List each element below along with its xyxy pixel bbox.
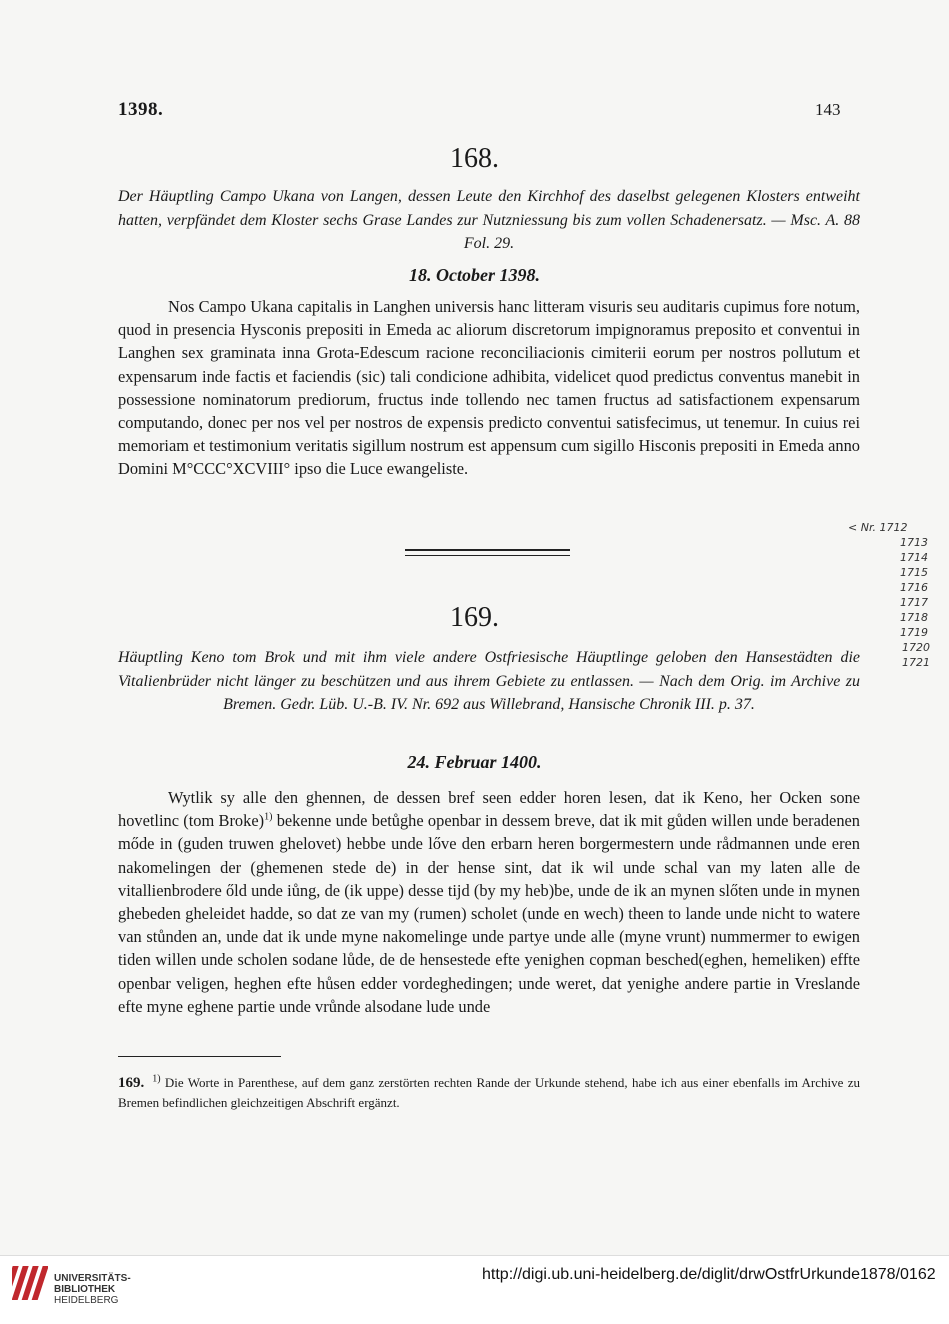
library-name-line: HEIDELBERG [54, 1295, 119, 1306]
library-name-line: UNIVERSITÄTS- [54, 1273, 131, 1284]
body-paragraph [118, 786, 860, 1018]
body-text-part: bekenne unde betůghe openbar in dessem breve, dat ik mit gůden willen unde beradenen mőde in (guden truwen ghelovet) hebbe unde lőve den erbarn heren borgermestern unde rådmannen unde eren nakomelingen der (ghemenen stede de) in der hense sint, dat ik wil unde schal van my laten alle de vitallienbrodere őld unde iůng, de (ik uppe) desse tijd (by my heb)be, unde de ik an mynen slőten unde in mynen ghebeden gheleidet hadde, so dat ze van my (rumen) scholet (unde en wech) theen to lande unde nicht to watere van stůnden an, unde dat ik unde myne nakomelinge unde partye unde alle (myne vrunt) nummermer to ewigen tiden willen unde scholen sodane lůde, de de hensestede efte yenighen copman besched(eghen, hemeliken) effte openbar veligen, heghen efte hůsen edder vordeghedingen; unde weret, dat yenighe andere partie in Vreslande efte myne eghene partie unde vrůnde alsodane lude unde [118, 811, 860, 1016]
footnote-reference[interactable]: 1) [264, 811, 273, 823]
margin-note: 1714 [900, 551, 928, 564]
footnote-mark: 1) [152, 1073, 161, 1085]
document-date-168: 18. October 1398. [409, 265, 540, 285]
document-text-169 [118, 786, 860, 1018]
body-text-part: Wytlik sy alle den ghennen, de dessen bref seen edder horen lesen, dat ik Keno, her Ocken sone hovetlinc (tom Broke) [118, 788, 860, 831]
margin-note: 1719 [900, 626, 928, 639]
document-text-168 [118, 295, 860, 481]
document-number-168: 168. [450, 143, 499, 174]
footnote-text: Die Worte in Parenthese, auf dem ganz zerstörten rechten Rande der Urkunde stehend, habe ich aus einer ebenfalls im Archive zu Bremen befindlichen gleichzeitigen Abschrift ergänzt. [118, 1075, 861, 1110]
margin-annotations [848, 520, 948, 670]
page-number: 143 [815, 100, 841, 119]
margin-note: < Nr. 1712 [848, 521, 908, 534]
margin-note: 1715 [900, 566, 928, 579]
library-name[interactable] [54, 1273, 131, 1306]
document-number-169: 169. [450, 602, 499, 633]
footnote-rule [118, 1056, 281, 1057]
footnote [118, 1073, 860, 1112]
margin-note: 1721 [902, 656, 930, 669]
body-paragraph: Nos Campo Ukana capitalis in Langhen universis hanc litteram visuris seu auditaris cupimus fore notum, quod in presencia Hysconis prepositi in Emeda ac aliorum discretorum impignoramus preposito et conventui in Langhen sex graminata inna Grota-Edescum racione reconciliacionis cimiterii eorum per nostros pollutum et expensarum inde factis et faciendis (sic) tali condicione adhibita, videlicet quod predictus conventus manebit in possessione nominatorum prediorum, fructus inde tollendo nec tamen fructus ad satisfactionem expensarum computando, donec per nos vel per nostros de expensis predicto conventui satisfecimus, ut tenemur. In cuius rei memoriam et testimonium veritatis sigillum nostrum est appensum cum sigillo Hisconis prepositi in Emeda anno Domini M°CCC°XCVIII° ipso die Luce ewangeliste. [118, 297, 860, 479]
margin-note: 1720 [902, 641, 930, 654]
library-name-line: BIBLIOTHEK [54, 1284, 116, 1295]
document-summary-168: Der Häuptling Campo Ukana von Langen, dessen Leute den Kirchhof des daselbst gelegenen Klosters entweiht hatten, verpfändet dem Kloster sechs Grase Landes zur Nutzniessung bis zum vollen Schadenersatz. — Msc. A. 88 Fol. 29. [118, 188, 860, 252]
margin-note: 1713 [900, 536, 928, 549]
source-url-link[interactable]: http://digi.ub.uni-heidelberg.de/diglit/drwOstfrUrkunde1878/0162 [482, 1266, 936, 1283]
margin-note: 1718 [900, 611, 928, 624]
document-summary-169: Häuptling Keno tom Brok und mit ihm viele andere Ostfriesische Häuptlinge geloben den Hansestädten die Vitalienbrüder nicht länger zu beschützen und aus ihrem Gebiete zu entlassen. — Nach dem Orig. im Archive zu Bremen. Gedr. Lüb. U.-B. IV. Nr. 692 aus Willebrand, Hansische Chronik III. p. 37. [118, 649, 860, 713]
margin-note: 1717 [900, 596, 928, 609]
footnote-document-ref: 169. [118, 1075, 145, 1091]
running-header-year: 1398. [118, 99, 164, 120]
library-logo-icon[interactable] [12, 1262, 48, 1304]
section-separator [405, 549, 570, 556]
document-date-169: 24. Februar 1400. [407, 752, 542, 772]
margin-note: 1716 [900, 581, 928, 594]
